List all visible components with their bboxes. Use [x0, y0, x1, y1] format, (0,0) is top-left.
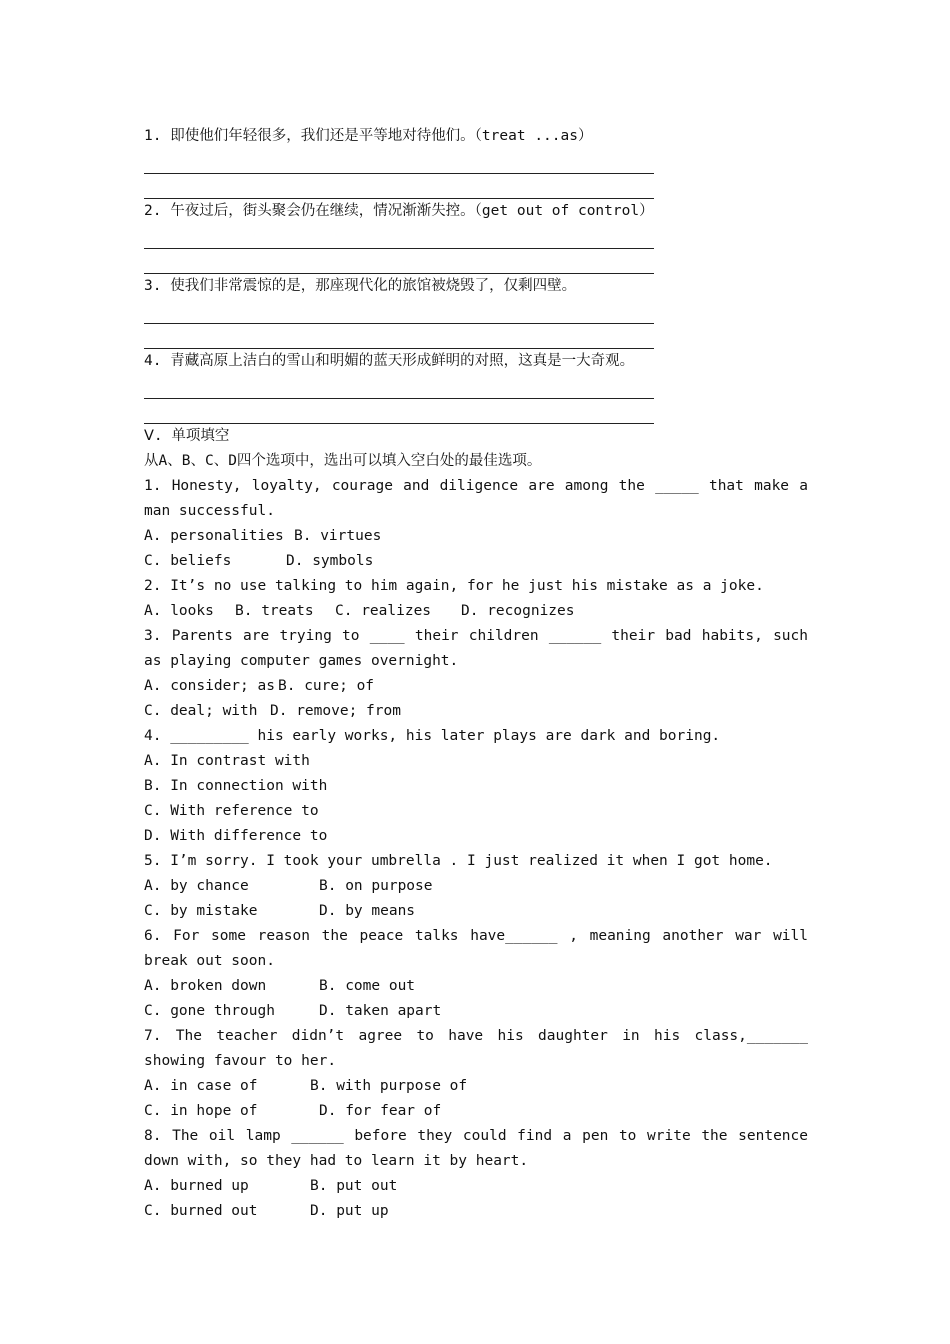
question	[144, 724, 808, 849]
option-row	[144, 549, 808, 574]
question	[144, 849, 808, 924]
option[interactable]: B. virtues	[294, 528, 382, 544]
translation-prompt: 4. 青藏高原上洁白的雪山和明媚的蓝天形成鲜明的对照，这真是一大奇观。	[144, 353, 635, 369]
question-stem: 5. I’m sorry. I took your umbrella . I just realized it when I got home.	[144, 853, 773, 869]
question-stem: 3. Parents are trying to ____ their children ______ their bad habits, such as playing computer games overnight.	[144, 628, 808, 669]
answer-line[interactable]	[144, 324, 654, 349]
option-row	[144, 1174, 808, 1199]
option[interactable]: D. With difference to	[144, 828, 328, 844]
option-row	[144, 1074, 808, 1099]
translation-section	[144, 124, 808, 424]
option[interactable]: B. with purpose of	[310, 1078, 468, 1094]
question	[144, 574, 808, 624]
translation-prompt: 3. 使我们非常震惊的是，那座现代化的旅馆被烧毁了，仅剩四壁。	[144, 278, 577, 294]
option[interactable]: C. by mistake	[144, 903, 258, 919]
option[interactable]: C. realizes	[335, 603, 432, 619]
option[interactable]: B. cure; of	[278, 678, 375, 694]
option-row	[144, 524, 808, 549]
translation-prompt: 1. 即使他们年轻很多，我们还是平等地对待他们。（treat ...as）	[144, 128, 593, 144]
section-instruction: 从A、B、C、D四个选项中，选出可以填入空白处的最佳选项。	[144, 453, 542, 469]
question-stem: 7. The teacher didn’t agree to have his daughter in his class,_______ showing favour to her.	[144, 1028, 808, 1069]
option[interactable]: C. With reference to	[144, 803, 319, 819]
option[interactable]: D. remove; from	[270, 703, 401, 719]
option[interactable]: A. looks	[144, 603, 214, 619]
translation-item	[144, 199, 808, 274]
option[interactable]: D. taken apart	[319, 1003, 442, 1019]
question	[144, 474, 808, 574]
option[interactable]: C. gone through	[144, 1003, 275, 1019]
option[interactable]: B. treats	[235, 603, 314, 619]
option[interactable]: B. on purpose	[319, 878, 433, 894]
question-stem: 4. _________ his early works, his later plays are dark and boring.	[144, 728, 721, 744]
question	[144, 924, 808, 1024]
answer-line[interactable]	[144, 174, 654, 199]
option-row	[144, 799, 808, 824]
section-heading: Ⅴ. 单项填空	[144, 428, 230, 444]
answer-line[interactable]	[144, 399, 654, 424]
option-row	[144, 824, 808, 849]
option[interactable]: C. burned out	[144, 1203, 258, 1219]
option[interactable]: C. in hope of	[144, 1103, 258, 1119]
option-row	[144, 1099, 808, 1124]
option-row	[144, 674, 808, 699]
option-row	[144, 1199, 808, 1224]
answer-line[interactable]	[144, 249, 654, 274]
option-row	[144, 699, 808, 724]
option[interactable]: D. recognizes	[461, 603, 575, 619]
question	[144, 1124, 808, 1224]
option[interactable]: D. for fear of	[319, 1103, 442, 1119]
option[interactable]: C. deal; with	[144, 703, 258, 719]
question-stem: 8. The oil lamp ______ before they could find a pen to write the sentence down with, so they had to learn it by heart.	[144, 1128, 808, 1169]
question	[144, 1024, 808, 1124]
answer-line[interactable]	[144, 374, 654, 399]
option-row	[144, 749, 808, 774]
option[interactable]: D. by means	[319, 903, 416, 919]
question-stem: 2. It’s no use talking to him again, for he just his mistake as a joke.	[144, 578, 764, 594]
option[interactable]: B. put out	[310, 1178, 398, 1194]
worksheet-page	[144, 124, 808, 1224]
option-row	[144, 974, 808, 999]
option-row	[144, 599, 808, 624]
answer-line[interactable]	[144, 149, 654, 174]
option[interactable]: A. broken down	[144, 978, 267, 994]
option[interactable]: B. In connection with	[144, 778, 328, 794]
answer-line[interactable]	[144, 224, 654, 249]
option[interactable]: A. consider; as	[144, 678, 275, 694]
translation-prompt: 2. 午夜过后，街头聚会仍在继续，情况渐渐失控。（get out of control）	[144, 203, 654, 219]
option[interactable]: A. burned up	[144, 1178, 249, 1194]
translation-item	[144, 274, 808, 349]
option-row	[144, 774, 808, 799]
question-stem: 6. For some reason the peace talks have______ , meaning another war will break out soon.	[144, 928, 808, 969]
option-row	[144, 874, 808, 899]
option[interactable]: B. come out	[319, 978, 416, 994]
translation-item	[144, 124, 808, 199]
question-stem: 1. Honesty, loyalty, courage and diligence are among the _____ that make a man successful.	[144, 478, 808, 519]
option[interactable]: A. personalities	[144, 528, 284, 544]
option[interactable]: A. by chance	[144, 878, 249, 894]
option[interactable]: D. put up	[310, 1203, 389, 1219]
option-row	[144, 999, 808, 1024]
question	[144, 624, 808, 724]
option[interactable]: A. In contrast with	[144, 753, 310, 769]
translation-item	[144, 349, 808, 424]
answer-line[interactable]	[144, 299, 654, 324]
option-row	[144, 899, 808, 924]
option[interactable]: A. in case of	[144, 1078, 258, 1094]
option[interactable]: C. beliefs	[144, 553, 232, 569]
option[interactable]: D. symbols	[286, 553, 374, 569]
